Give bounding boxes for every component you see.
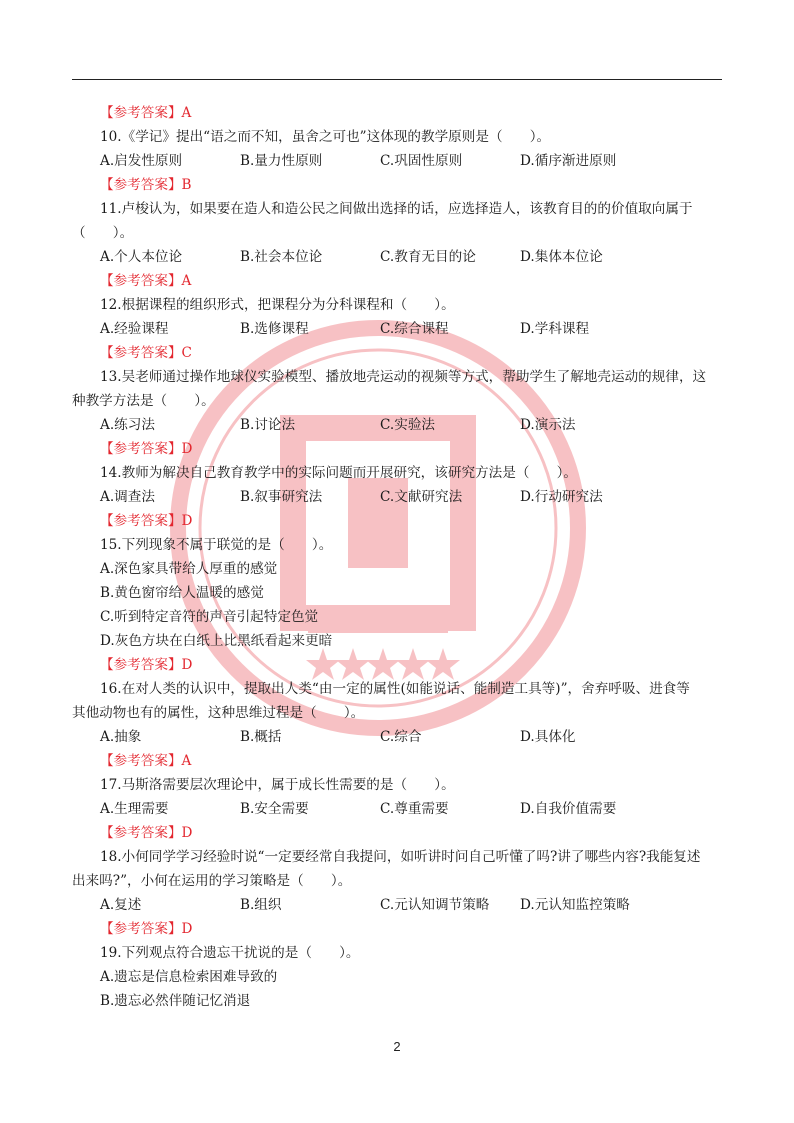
question-text: 18.小何同学学习经验时说“一定要经常自我提问，如听讲时问自己听懂了吗?讲了哪些内容?我能复述 (100, 849, 701, 865)
question-text: 11.卢梭认为，如果要在造人和造公民之间做出选择的话，应选择造人，该教育目的的价值取向属于 (100, 201, 693, 217)
option: A.复述 (100, 897, 142, 913)
option: C.综合课程 (380, 321, 449, 337)
option: B.组织 (240, 897, 282, 913)
option: C.尊重需要 (380, 801, 449, 817)
answer-key: 【参考答案】D (100, 921, 193, 937)
option: D.元认知监控策略 (520, 897, 630, 913)
options-row (72, 317, 722, 341)
option: B.安全需要 (240, 801, 309, 817)
options-row (72, 245, 722, 269)
option: C.综合 (380, 729, 422, 745)
question-text: 14.教师为解决自己教育教学中的实际问题而开展研究，该研究方法是（ ）。 (100, 465, 578, 481)
option: A.深色家具带给人厚重的感觉 (100, 561, 278, 577)
page-number: 2 (393, 1039, 401, 1054)
answer-key: 【参考答案】D (100, 825, 193, 841)
question-text: 16.在对人类的认识中，提取出人类“由一定的属性(如能说话、能制造工具等)”，舍弃呼吸、进食等 (100, 681, 690, 697)
header-rule (72, 79, 722, 80)
option: B.选修课程 (240, 321, 309, 337)
question-text: 种教学方法是（ ）。 (72, 393, 215, 409)
option: D.灰色方块在白纸上比黑纸看起来更暗 (100, 633, 333, 649)
option: B.社会本位论 (240, 249, 323, 265)
option: B.讨论法 (240, 417, 296, 433)
option: C.实验法 (380, 417, 436, 433)
question-list (72, 101, 722, 1013)
option: A.抽象 (100, 729, 142, 745)
option: D.学科课程 (520, 321, 590, 337)
answer-key: 【参考答案】A (100, 753, 192, 769)
option: C.听到特定音符的声音引起特定色觉 (100, 609, 319, 625)
answer-key: 【参考答案】D (100, 441, 193, 457)
option: A.个人本位论 (100, 249, 183, 265)
options-row (72, 149, 722, 173)
options-row (72, 725, 722, 749)
question-text: 10.《学记》提出“语之而不知，虽舍之可也”这体现的教学原则是（ ）。 (100, 129, 551, 145)
option: C.文献研究法 (380, 489, 463, 505)
option: D.自我价值需要 (520, 801, 617, 817)
option: B.黄色窗帘给人温暖的感觉 (100, 585, 264, 601)
option: C.巩固性原则 (380, 153, 463, 169)
options-row (72, 485, 722, 509)
option: D.具体化 (520, 729, 576, 745)
question-text: 其他动物也有的属性，这种思维过程是（ ）。 (72, 705, 365, 721)
answer-key: 【参考答案】D (100, 657, 193, 673)
option: A.经验课程 (100, 321, 169, 337)
option: D.循序渐进原则 (520, 153, 617, 169)
option: A.遗忘是信息检索困难导致的 (100, 969, 278, 985)
option: A.练习法 (100, 417, 155, 433)
option: B.叙事研究法 (240, 489, 323, 505)
option: C.元认知调节策略 (380, 897, 490, 913)
option: B.量力性原则 (240, 153, 323, 169)
answer-key: 【参考答案】D (100, 513, 193, 529)
option: A.启发性原则 (100, 153, 183, 169)
answer-key: 【参考答案】A (100, 105, 192, 121)
question-text: （ ）。 (72, 225, 134, 241)
options-row (72, 893, 722, 917)
option: A.生理需要 (100, 801, 169, 817)
option: D.演示法 (520, 417, 576, 433)
option: C.教育无目的论 (380, 249, 476, 265)
question-text: 出来吗?”，小何在运用的学习策略是（ ）。 (72, 873, 352, 889)
option: B.概括 (240, 729, 282, 745)
option: D.集体本位论 (520, 249, 603, 265)
question-text: 19.下列观点符合遗忘干扰说的是（ ）。 (100, 945, 360, 961)
option: D.行动研究法 (520, 489, 603, 505)
answer-key: 【参考答案】B (100, 177, 192, 193)
question-text: 17.马斯洛需要层次理论中，属于成长性需要的是（ ）。 (100, 777, 455, 793)
option: B.遗忘必然伴随记忆消退 (100, 993, 251, 1009)
question-text: 12.根据课程的组织形式，把课程分为分科课程和（ ）。 (100, 297, 455, 313)
question-text: 15.下列现象不属于联觉的是（ ）。 (100, 537, 333, 553)
options-row (72, 797, 722, 821)
options-row (72, 413, 722, 437)
option: A.调查法 (100, 489, 155, 505)
answer-key: 【参考答案】C (100, 345, 192, 361)
answer-key: 【参考答案】A (100, 273, 192, 289)
question-text: 13.吴老师通过操作地球仪实验模型、播放地壳运动的视频等方式，帮助学生了解地壳运动的规律，这 (100, 369, 707, 385)
